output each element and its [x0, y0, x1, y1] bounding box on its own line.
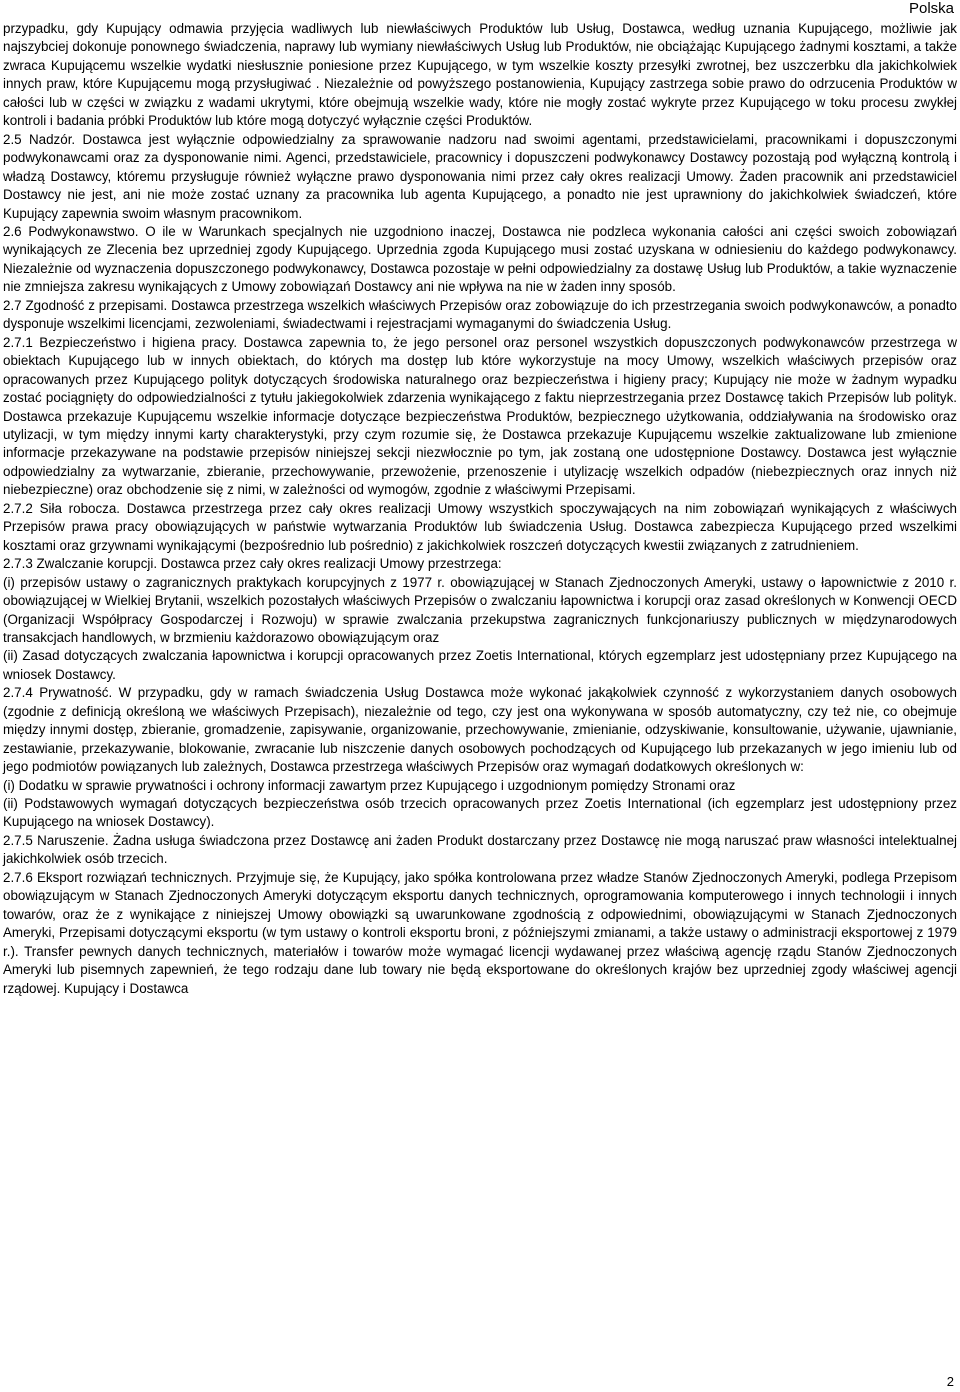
- paragraph-2-7-4-item-ii: (ii) Podstawowych wymagań dotyczących bezpieczeństwa osób trzecich opracowanych przez Zoetis International (ich egzemplarz jest udostępniony przez Kupującego na wniosek Dostawcy).: [3, 796, 957, 830]
- document-language-label: Polska: [908, 0, 954, 17]
- paragraph-2-7-4-privacy: 2.7.4 Prywatność. W przypadku, gdy w ramach świadczenia Usług Dostawca może wykonać jakąkolwiek czynność z wykorzystaniem danych osobowych (zgodnie z definicją określoną we właściwych Przepisach), niezależnie od tego, czy jest ona wykonywana w sposób automatyczny, czy też nie, co obejmuje między innymi dostęp, zbieranie, gromadzenie, zapisywanie, organizowanie, przechowywanie, zmienianie, odzyskiwanie, konsultowanie, używanie, ujawnianie, zestawianie, przekazywanie, blokowanie, zwracanie lub niszczenie danych osobowych pochodzących od Kupującego lub przekazanych w jego imieniu lub od jego podmiotów powiązanych lub zależnych, Dostawca przestrzega właściwych Przepisów oraz wymagań dodatkowych określonych w:: [3, 685, 957, 775]
- paragraph-2-7-3-anti-corruption: 2.7.3 Zwalczanie korupcji. Dostawca przez cały okres realizacji Umowy przestrzega:: [3, 556, 502, 572]
- page-number: 2: [946, 1374, 954, 1389]
- paragraph-2-7-6-export: 2.7.6 Eksport rozwiązań technicznych. Przyjmuje się, że Kupujący, jako spółka kontrolowana przez władze Stanów Zjednoczonych Ameryki, podlega Przepisom obowiązującym w Stanach Zjednoczonych Ameryki dotyczącym eksportu danych technicznych, oprogramowania komputerowego i innych technologii i innych towarów, oraz że z wynikające z niniejszej Umowy obowiązki są uwarunkowane zgodnością z odpowiednimi, obowiązującymi w Stanach Zjednoczonych Ameryki, Przepisami dotyczącymi eksportu (w tym ustawy o kontroli eksportu broni, z późniejszymi zmianami, a także ustawy o administracji eksportowej z 1979 r.). Transfer pewnych danych technicznych, materiałów i towarów może wymagać licencji wydawanej przez właściwą agencję rządu Stanów Zjednoczonych Ameryki lub pisemnych zapewnień, że tego rodzaju dane lub towary nie będą eksportowane do określonych krajów bez uprzedniej zgody właściwej agencji rządowej. Kupujący i Dostawca: [3, 869, 957, 996]
- paragraph-2-6-subcontracting: 2.6 Podwykonawstwo. O ile w Warunkach specjalnych nie uzgodniono inaczej, Dostawca nie podzleca wykonania całości ani części swoich zobowiązań wynikających ze Zlecenia bez uprzedniej zgody Kupującego. Uprzednia zgoda Kupującego musi zostać uzyskana w odniesieniu do każdego podwykonawcy. Niezależnie od wyznaczenia dopuszczonego podwykonawcy, Dostawca pozostaje w pełni odpowiedzialny za dostawę Usług lub Produktów, a takie wyznaczenie nie zmniejsza zakresu wynikających z Umowy zobowiązań Dostawcy ani nie wpływa na nie w żaden inny sposób.: [3, 223, 957, 295]
- paragraph-2-7-compliance: 2.7 Zgodność z przepisami. Dostawca przestrzega wszelkich właściwych Przepisów oraz zobowiązuje do ich przestrzegania swoich podwykonawców, a ponadto dysponuje wszelkimi licencjami, zezwoleniami, świadectwami i rejestracjami wymaganymi do świadczenia Usług.: [3, 297, 957, 332]
- paragraph-2-7-3-item-i: (i) przepisów ustawy o zagranicznych praktykach korupcyjnych z 1977 r. obowiązującej w Stanach Zjednoczonych Ameryki, ustawy o łapownictwie z 2010 r. obowiązującej w Wielkiej Brytanii, wszelkich pozostałych właściwych Przepisów o zwalczaniu łapownictwa i korupcji oraz zasad określonych w Konwencji OECD (Organizacji Współpracy Gospodarczej i Rozwoju) w sprawie zwalczania przekupstwa zagranicznych funkcjonariuszy publicznych w międzynarodowych transakcjach handlowych, w brzmieniu każdorazowo obowiązującym oraz: [3, 574, 957, 645]
- paragraph-2-5-supervision: 2.5 Nadzór. Dostawca jest wyłącznie odpowiedzialny za sprawowanie nadzoru nad swoimi agentami, przedstawicielami, pracownikami i dopuszczonymi podwykonawcami oraz za dysponowanie nimi. Agenci, przedstawiciele, pracownicy i dopuszczeni podwykonawcy Dostawcy pozostają pod wyłączną kontrolą i władzą Dostawcy, któremu przysługuje również wyłączne prawo dysponowania nimi przez cały okres realizacji Umowy. Żaden pracownik ani przedstawiciel Dostawcy nie jest, ani nie może zostać uznany za pracownika lub agenta Kupującego, a ponadto nie jest uprawniony do jakichkolwiek świadczeń, które Kupujący zapewnia swoim własnym pracownikom.: [3, 131, 957, 221]
- paragraph-2-7-1-health-safety: 2.7.1 Bezpieczeństwo i higiena pracy. Dostawca zapewnia to, że jego personel oraz personel wszystkich dopuszczonych podwykonawców przestrzega w obiektach Kupującego lub w innych obiektach, do których ma dostęp lub które wykorzystuje na mocy Umowy, wszelkich właściwych przepisów oraz opracowanych przez Kupującego polityk dotyczących środowiska naturalnego oraz bezpieczeństwa i higieny pracy; Kupujący nie może w żadnym wypadku zostać pociągnięty do odpowiedzialności z tytułu jakiegokolwiek zdarzenia wynikającego z faktu nieprzestrzegania przez Dostawcę takich Przepisów lub polityk. Dostawca przekazuje Kupującemu wszelkie informacje dotyczące bezpieczeństwa Produktów, bezpiecznego użytkowania, oddziaływania na środowisko oraz utylizacji, w tym między innymi karty charakterystyki, przy czym rozumie się, że Dostawca przekazuje Kupującemu wszelkie zaktualizowane lub zmienione informacje przekazywane na podstawie przepisów niniejszej sekcji niezwłocznie po tym, jak zostaną one udostępnione Dostawcy. Dostawca jest wyłącznie odpowiedzialny za wytwarzanie, zbieranie, przechowywanie, przewożenie, przenoszenie i utylizację wszelkich odpadów (niebezpiecznych oraz innych niż niebezpieczne) oraz obchodzenie się z nimi, w zależności od wymogów, zgodnie z właściwymi Przepisami.: [3, 334, 957, 498]
- paragraph-2-7-5-infringement: 2.7.5 Naruszenie. Żadna usługa świadczona przez Dostawcę ani żaden Produkt dostarczany przez Dostawcę nie mogą naruszać praw własności intelektualnej jakichkolwiek osób trzecich.: [3, 832, 957, 867]
- paragraph-2-7-2-workforce: 2.7.2 Siła robocza. Dostawca przestrzega przez cały okres realizacji Umowy wszystkich spoczywających na nim zobowiązań wynikających z właściwych Przepisów prawa pracy obowiązujących w państwie wytwarzania Produktów lub świadczenia Usług. Dostawca zabezpiecza Kupującego przed wszelkimi kosztami oraz grzywnami wynikającymi (bezpośrednio lub pośrednio) z jakichkolwiek roszczeń dotyczących kwestii związanych z zatrudnieniem.: [3, 500, 957, 553]
- paragraph-2-7-4-item-i: (i) Dodatku w sprawie prywatności i ochrony informacji zawartym przez Kupującego i uzgodnionym pomiędzy Stronami oraz: [3, 777, 736, 793]
- document-body: [3, 20, 957, 998]
- paragraph-defective-products: przypadku, gdy Kupujący odmawia przyjęcia wadliwych lub niewłaściwych Produktów lub Usług, Dostawca, według uznania Kupującego, możliwie jak najszybciej dokonuje ponownego świadczenia, naprawy lub wymiany niewłaściwych Usług lub Produktów, nie obciążając Kupującego żadnymi kosztami, a także zwraca Kupującemu wszelkie wydatki niesłusznie poniesione przez Kupującego, w tym wszelkie koszty przesyłki zwrotnej, bez uszczerbku dla jakichkolwiek innych praw, które Kupującemu mogą przysługiwać . Niezależnie od powyższego postanowienia, Kupujący zastrzega sobie prawo do odrzucenia Produktów w całości lub w części w związku z wadami ukrytymi, które obejmują wszelkie wady, które nie mogły zostać wykryte przez Kupującego w toku procesu zwykłej kontroli i badania próbki Produktów lub które mogą dotyczyć wyłącznie części Produktów.: [3, 21, 957, 129]
- paragraph-2-7-3-item-ii: (ii) Zasad dotyczących zwalczania łapownictwa i korupcji opracowanych przez Zoetis International, których egzemplarz jest udostępniany przez Kupującego na wniosek Dostawcy.: [3, 648, 957, 682]
